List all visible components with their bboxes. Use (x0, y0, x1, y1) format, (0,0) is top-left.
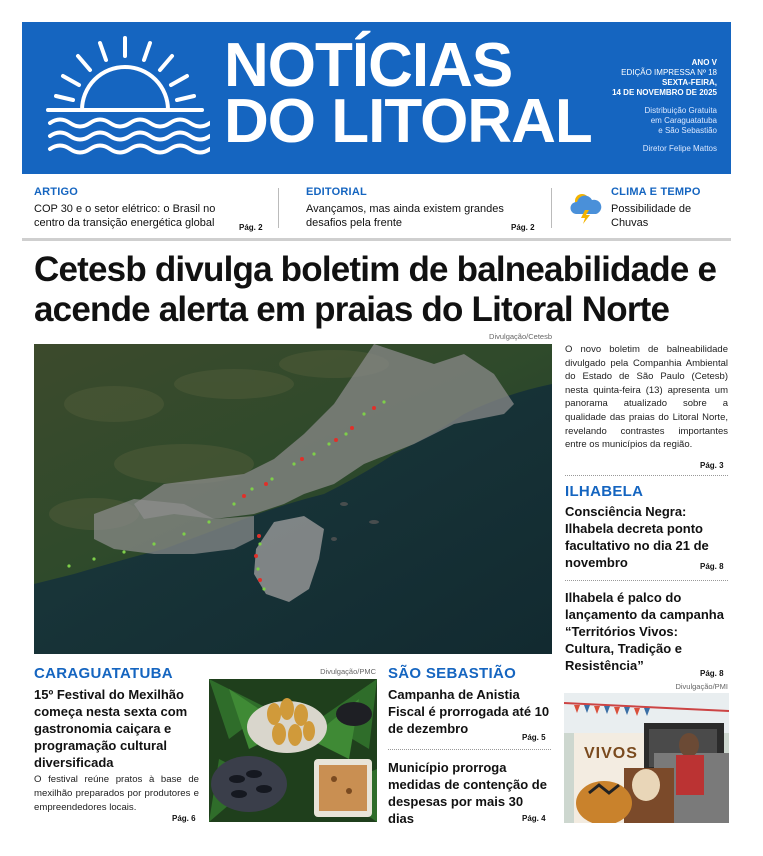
caraguatatuba-page: Pág. 6 (172, 814, 196, 823)
festival-food-photo (209, 679, 377, 822)
main-headline[interactable]: Cetesb divulga boletim de balneabilidade e acende alerta em praias do Litoral Norte (34, 250, 717, 329)
edition-weekday: SEXTA-FEIRA, (662, 78, 717, 87)
edition-year: ANO V (691, 58, 717, 67)
edition-info (577, 58, 717, 154)
ilhabela-photo-sign: VIVOS (584, 745, 638, 762)
sao-sebastiao-story-2-page: Pág. 4 (522, 814, 546, 823)
director-credit: Diretor Felipe Mattos (642, 144, 717, 153)
teaser-section-label: ARTIGO (34, 186, 78, 198)
dotted-divider (565, 580, 728, 581)
ilhabela-photo-credit: Divulgação/PMI (675, 682, 728, 691)
section-divider (22, 238, 731, 241)
teaser-section-label: CLIMA E TEMPO (611, 186, 701, 198)
teaser-text: Avançamos, mas ainda existem grandes desafios pela frente (306, 203, 504, 229)
teaser-page: Pág. 2 (239, 223, 263, 232)
sun-over-waves-icon (40, 36, 210, 160)
teaser-editorial[interactable] (306, 186, 542, 230)
distribution-line-1: Distribuição Gratuita (644, 106, 717, 115)
storm-cloud-icon (568, 188, 604, 224)
teaser-weather[interactable] (568, 186, 728, 230)
dotted-divider (388, 749, 551, 750)
section-sao-sebastiao: SÃO SEBASTIÃO (388, 665, 517, 682)
caraguatatuba-body: O festival reúne pratos à base de mexilhão preparados por produtores e empreendedores locais. (34, 774, 199, 813)
ilhabela-story-1-page: Pág. 8 (700, 562, 724, 571)
sao-sebastiao-story-2-headline[interactable]: Município prorroga medidas de contenção de despesas por mais 30 dias (388, 760, 547, 826)
title-line-1: NOTÍCIAS (224, 31, 513, 100)
main-story-page: Pág. 3 (700, 461, 724, 470)
caraguatatuba-headline[interactable]: 15º Festival do Mexilhão começa nesta sexta com gastronomia caiçara e programação cultural diversificada (34, 687, 188, 770)
main-story-body: O novo boletim de balneabilidade divulgado pela Companhia Ambiental do Estado de São Paulo (Cetesb) nesta quinta-feira (13) apresenta um panorama atualizado sobre a qualidade das praias do Litoral Norte, revelando contrastes importantes entre os municípios da região. (565, 344, 728, 451)
title-line-2: DO LITORAL (224, 87, 592, 156)
teaser-section-label: EDITORIAL (306, 186, 367, 198)
ilhabela-story-2-headline[interactable]: Ilhabela é palco do lançamento da campanha “Territórios Vivos: Cultura, Tradição e Resistência” (565, 590, 724, 673)
ilhabela-event-photo (564, 693, 729, 823)
coast-map-image (34, 344, 552, 654)
sao-sebastiao-story-1-page: Pág. 5 (522, 733, 546, 742)
teaser-text: Possibilidade de Chuvas (611, 203, 692, 229)
section-caraguatatuba: CARAGUATATUBA (34, 665, 173, 682)
edition-number: EDIÇÃO IMPRESSA Nº 18 (621, 68, 717, 77)
distribution-line-2: em Caraguatatuba (650, 116, 717, 125)
sao-sebastiao-story-1-headline[interactable]: Campanha de Anistia Fiscal é prorrogada até 10 de dezembro (388, 687, 550, 736)
edition-date: 14 DE NOVEMBRO DE 2025 (612, 88, 717, 97)
teaser-divider (278, 188, 279, 228)
dotted-divider (565, 475, 728, 476)
festival-photo-credit: Divulgação/PMC (320, 667, 376, 676)
teaser-artigo[interactable] (34, 186, 266, 230)
ilhabela-story-1-headline[interactable]: Consciência Negra: Ilhabela decreta ponto facultativo no dia 21 de novembro (565, 504, 709, 570)
newspaper-title (224, 31, 592, 156)
teaser-divider (551, 188, 552, 228)
map-photo-credit: Divulgação/Cetesb (489, 332, 552, 341)
distribution-line-3: e São Sebastião (658, 126, 717, 135)
teaser-text: COP 30 e o setor elétrico: o Brasil no centro da transição energética global (34, 203, 216, 229)
section-ilhabela: ILHABELA (565, 483, 644, 500)
ilhabela-story-2-page: Pág. 8 (700, 669, 724, 678)
masthead (22, 22, 731, 174)
teaser-page: Pág. 2 (511, 223, 535, 232)
